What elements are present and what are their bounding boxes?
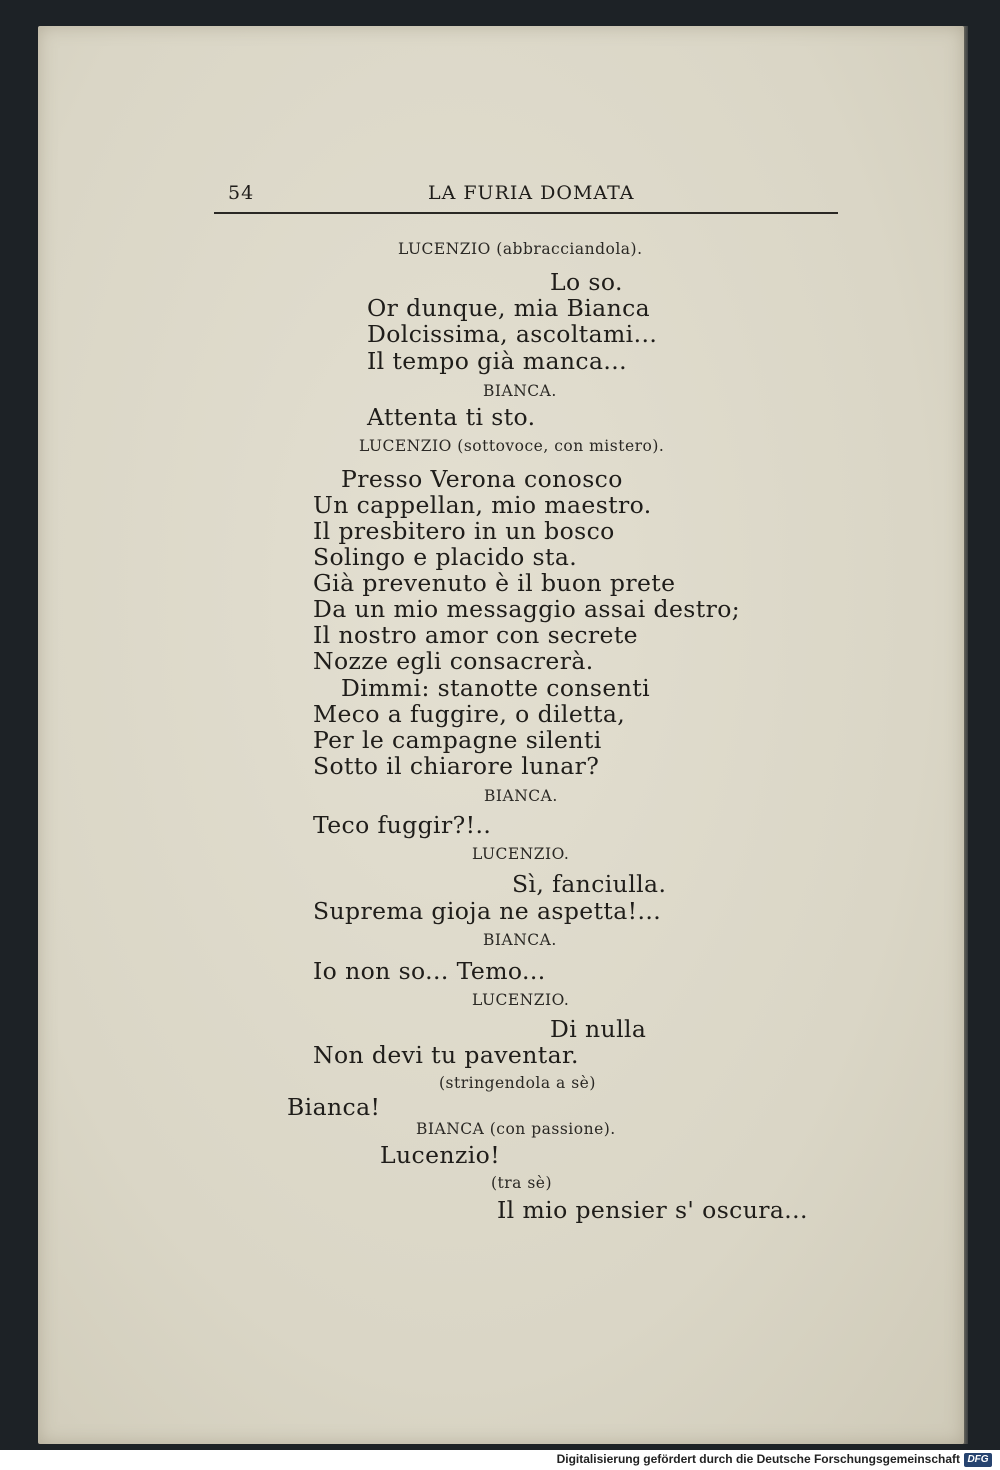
digitization-footer [0, 1450, 1000, 1470]
funding-credit: Digitalisierung gefördert durch die Deutsche Forschungsgemeinschaft [556, 1452, 960, 1466]
stage-direction: (tra sè) [491, 1174, 553, 1192]
verse-line: Suprema gioja ne aspetta!... [313, 897, 662, 925]
stage-direction: (stringendola a sè) [439, 1074, 596, 1092]
speaker-line: BIANCA. [483, 931, 557, 949]
verse-line: Non devi tu paventar. [313, 1041, 579, 1069]
verse-line: Lo so. [550, 268, 623, 296]
verse-line: Sotto il chiarore lunar? [313, 752, 600, 780]
speaker-line: BIANCA (con passione). [416, 1120, 616, 1138]
verse-line: Da un mio messaggio assai destro; [313, 595, 741, 623]
header-rule [214, 212, 838, 214]
speaker-line: LUCENZIO. [472, 991, 570, 1009]
running-title: LA FURIA DOMATA [428, 182, 635, 204]
verse-line: Il nostro amor con secrete [313, 621, 638, 649]
verse-line: Io non so... Temo... [313, 957, 546, 985]
dfg-logo-icon: DFG [964, 1453, 992, 1467]
verse-line: Bianca! [287, 1093, 381, 1121]
verse-line: Sì, fanciulla. [512, 870, 667, 898]
speaker-line: BIANCA. [483, 382, 557, 400]
verse-line: Il mio pensier s' oscura... [497, 1196, 808, 1224]
verse-line: Già prevenuto è il buon prete [313, 569, 676, 597]
verse-line: Il tempo già manca... [367, 347, 628, 375]
verse-line: Dimmi: stanotte consenti [341, 674, 650, 702]
verse-line: Un cappellan, mio maestro. [313, 491, 652, 519]
verse-line: Meco a fuggire, o diletta, [313, 700, 626, 728]
verse-line: Lucenzio! [380, 1141, 501, 1169]
verse-line: Nozze egli consacrerà. [313, 647, 594, 675]
speaker-line: LUCENZIO. [472, 845, 570, 863]
speaker-line: BIANCA. [484, 787, 558, 805]
verse-line: Or dunque, mia Bianca [367, 294, 651, 322]
verse-line: Solingo e placido sta. [313, 543, 578, 571]
verse-line: Dolcissima, ascoltami... [367, 320, 658, 348]
verse-line: Presso Verona conosco [341, 465, 623, 493]
verse-line: Attenta ti sto. [367, 403, 536, 431]
speaker-line: LUCENZIO (abbracciandola). [398, 240, 643, 258]
verse-line: Per le campagne silenti [313, 726, 602, 754]
verse-line: Il presbitero in un bosco [313, 517, 615, 545]
speaker-line: LUCENZIO (sottovoce, con mistero). [359, 437, 665, 455]
verse-line: Teco fuggir?!.. [313, 811, 492, 839]
page-number: 54 [228, 182, 255, 204]
verse-line: Di nulla [550, 1015, 647, 1043]
